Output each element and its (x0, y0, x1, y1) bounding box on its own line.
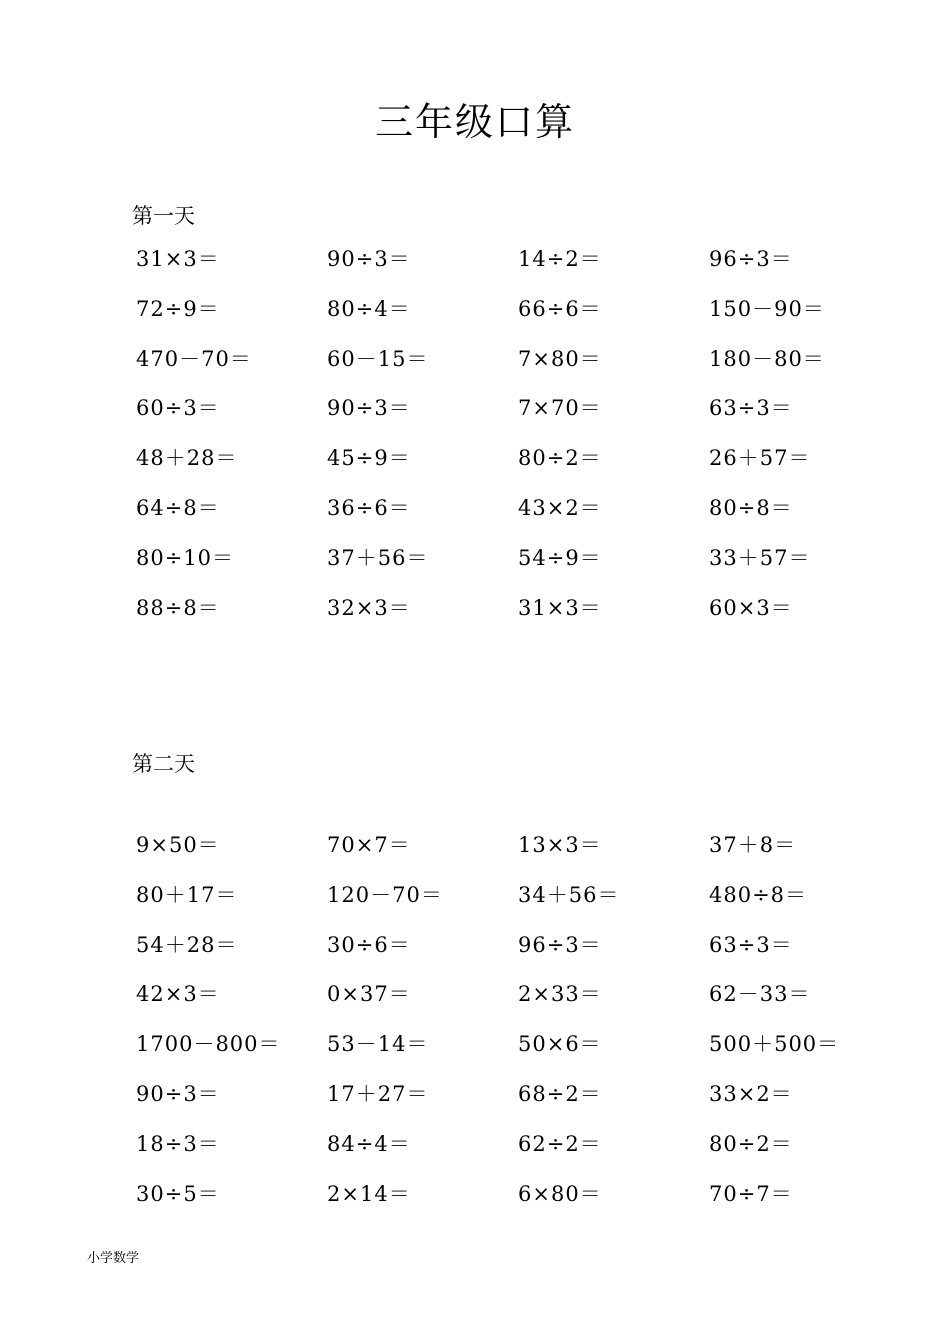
math-problem: 14÷2＝ (518, 247, 602, 271)
math-problem: 500＋500＝ (709, 1032, 840, 1057)
math-problem: 470－70＝ (136, 346, 252, 371)
math-problem: 70÷7＝ (709, 1181, 793, 1206)
math-problem: 70×7＝ (327, 833, 411, 857)
math-problem: 80＋17＝ (136, 882, 238, 907)
math-problem: 34＋56＝ (518, 882, 620, 907)
math-problem: 64÷8＝ (136, 495, 220, 520)
math-problem: 31×3＝ (518, 595, 602, 620)
math-problem: 50×6＝ (518, 1032, 602, 1057)
math-problem: 48＋28＝ (136, 446, 238, 471)
math-problem: 90÷3＝ (327, 396, 411, 421)
math-problem: 480÷8＝ (709, 882, 808, 907)
math-problem: 33×2＝ (709, 1081, 793, 1106)
math-problem: 150－90＝ (709, 296, 825, 321)
math-problem: 54＋28＝ (136, 932, 238, 957)
math-problem: 2×14＝ (327, 1181, 411, 1206)
math-problem: 30÷5＝ (136, 1181, 220, 1206)
math-problem: 36÷6＝ (327, 495, 411, 520)
math-problem: 63÷3＝ (709, 932, 793, 957)
math-problem: 62÷2＝ (518, 1131, 602, 1156)
footer-note: 小学数学 (87, 1251, 140, 1266)
math-problem: 26＋57＝ (709, 446, 811, 471)
math-problem: 9×50＝ (136, 833, 220, 857)
math-problem: 18÷3＝ (136, 1131, 220, 1156)
math-problem: 66÷6＝ (518, 296, 602, 321)
math-problem: 43×2＝ (518, 495, 602, 520)
math-problem: 60÷3＝ (136, 396, 220, 421)
day-1-problem-grid (136, 244, 900, 642)
math-problem: 90÷3＝ (327, 247, 411, 271)
math-problem: 33＋57＝ (709, 545, 811, 570)
math-problem: 60×3＝ (709, 595, 793, 620)
math-problem: 53－14＝ (327, 1032, 429, 1057)
math-problem: 80÷8＝ (709, 495, 793, 520)
math-problem: 45÷9＝ (327, 446, 411, 471)
math-problem: 60－15＝ (327, 346, 429, 371)
math-problem: 68÷2＝ (518, 1081, 602, 1106)
math-problem: 120－70＝ (327, 882, 443, 907)
math-problem: 90÷3＝ (136, 1081, 220, 1106)
math-problem: 31×3＝ (136, 247, 220, 271)
day-2-problem-grid (136, 830, 900, 1228)
page-title: 三年级口算 (374, 100, 575, 144)
math-problem: 80÷2＝ (518, 446, 602, 471)
math-problem: 7×70＝ (518, 396, 602, 421)
math-problem: 37＋56＝ (327, 545, 429, 570)
math-problem: 63÷3＝ (709, 396, 793, 421)
math-problem: 1700－800＝ (136, 1032, 281, 1057)
math-problem: 30÷6＝ (327, 932, 411, 957)
math-problem: 72÷9＝ (136, 296, 220, 321)
math-problem: 80÷4＝ (327, 296, 411, 321)
math-problem: 13×3＝ (518, 833, 602, 857)
day-2-label: 第二天 (132, 752, 195, 776)
math-problem: 84÷4＝ (327, 1131, 411, 1156)
math-problem: 6×80＝ (518, 1181, 602, 1206)
math-problem: 80÷2＝ (709, 1131, 793, 1156)
math-problem: 88÷8＝ (136, 595, 220, 620)
math-problem: 62－33＝ (709, 982, 811, 1007)
math-problem: 32×3＝ (327, 595, 411, 620)
math-problem: 180－80＝ (709, 346, 825, 371)
math-problem: 96÷3＝ (518, 932, 602, 957)
math-problem: 2×33＝ (518, 982, 602, 1007)
math-problem: 96÷3＝ (709, 247, 793, 271)
math-problem: 42×3＝ (136, 982, 220, 1007)
math-problem: 17＋27＝ (327, 1081, 429, 1106)
day-1-label: 第一天 (132, 204, 195, 228)
math-problem: 54÷9＝ (518, 545, 602, 570)
math-problem: 80÷10＝ (136, 545, 235, 570)
math-problem: 7×80＝ (518, 346, 602, 371)
math-problem: 0×37＝ (327, 982, 411, 1007)
math-problem: 37＋8＝ (709, 833, 797, 857)
